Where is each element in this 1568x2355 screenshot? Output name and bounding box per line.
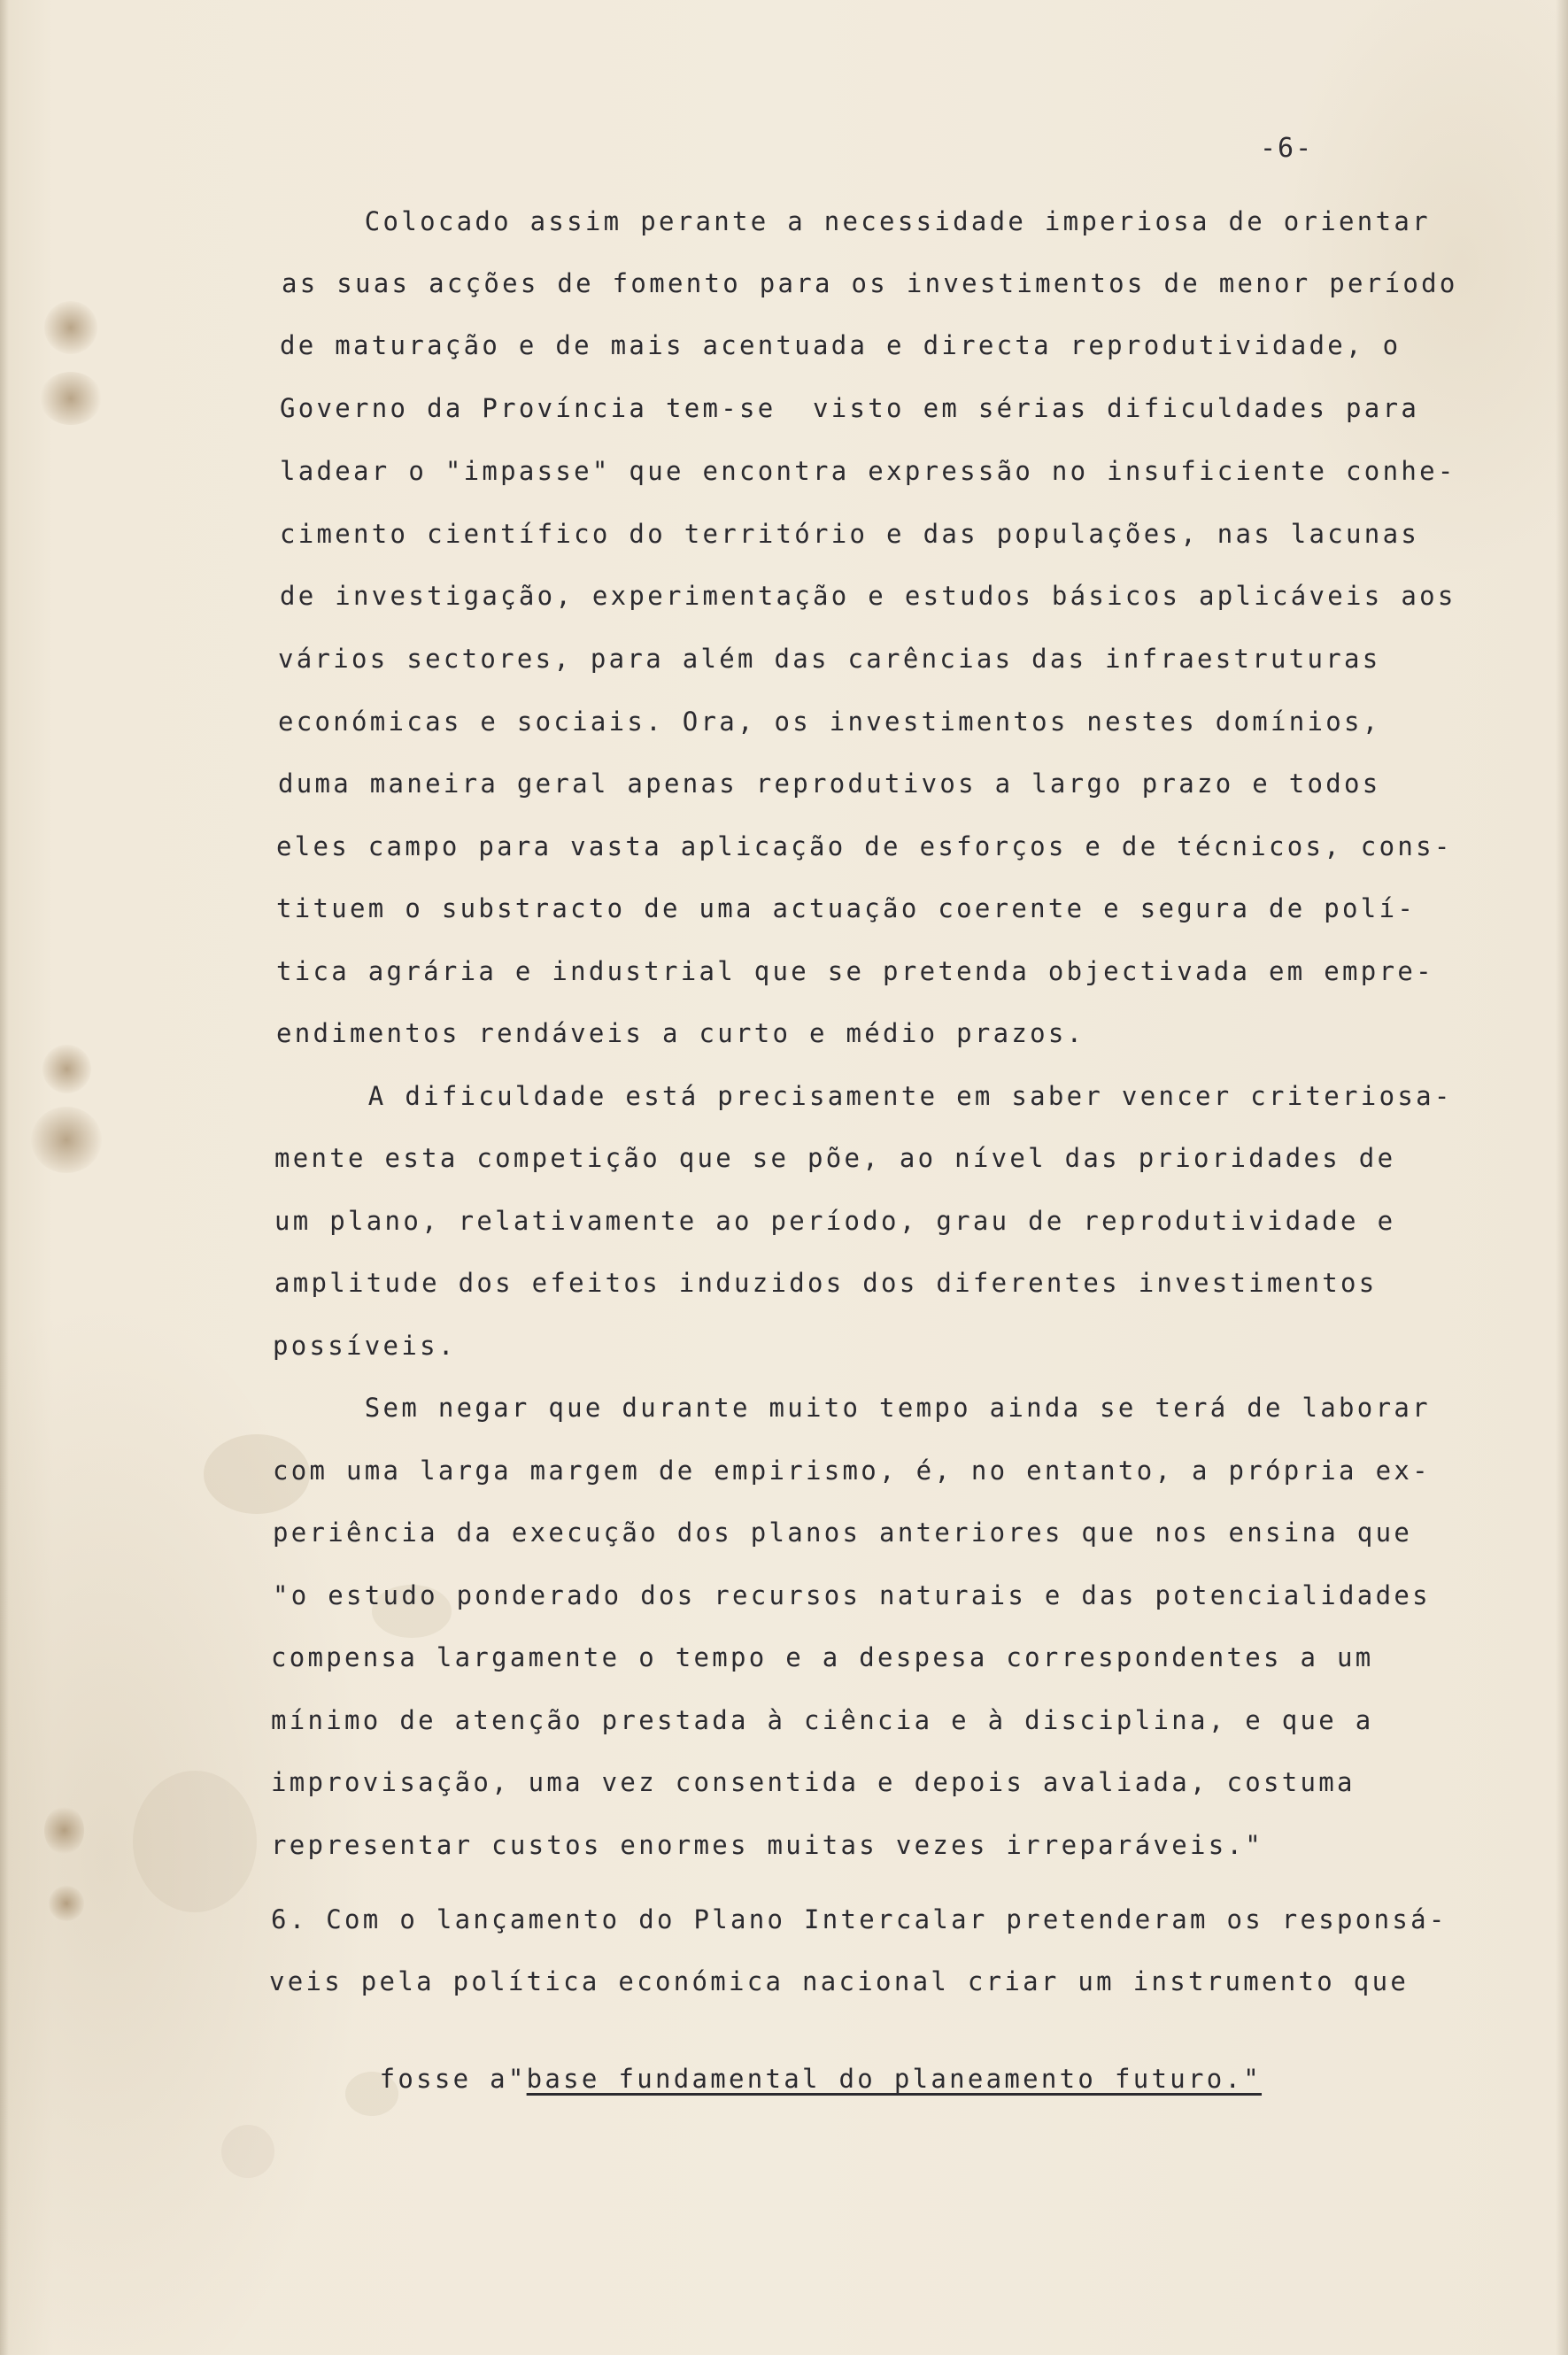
text-line: duma maneira geral apenas reprodutivos a largo prazo e todos xyxy=(278,768,1381,799)
rust-stain xyxy=(31,1107,102,1173)
text-line: mente esta competição que se põe, ao nível das prioridades de xyxy=(274,1143,1396,1173)
underlined-quote: base fundamental do planeamento futuro." xyxy=(526,2064,1263,2094)
text-line: económicas e sociais. Ora, os investimentos nestes domínios, xyxy=(278,706,1381,737)
text-line: "o estudo ponderado dos recursos naturais e das potencialidades xyxy=(273,1580,1431,1610)
text-line: vários sectores, para além das carências das infraestruturas xyxy=(278,644,1381,674)
page-left-edge xyxy=(0,0,9,2355)
text-line: ladear o "impasse" que encontra expressão no insuficiente conhe- xyxy=(280,456,1456,486)
text-line: cimento científico do território e das populações, nas lacunas xyxy=(280,519,1420,549)
foxing-spot xyxy=(221,2125,274,2178)
text-line: A dificuldade está precisamente em saber vencer criteriosa- xyxy=(276,1081,1453,1111)
text-line: Governo da Província tem-se visto em sérias dificuldades para xyxy=(280,393,1420,423)
last-line-prefix: fosse a" xyxy=(379,2064,527,2094)
text-line: improvisação, uma vez consentida e depois avaliada, costuma xyxy=(271,1767,1356,1797)
text-line: tica agrária e industrial que se pretenda objectivada em empre- xyxy=(276,956,1434,986)
text-line: compensa largamente o tempo e a despesa correspondentes a um xyxy=(271,1642,1374,1672)
rust-stain xyxy=(49,1886,84,1921)
text-line: Colocado assim perante a necessidade imperiosa de orientar xyxy=(273,206,1431,236)
rust-stain xyxy=(42,1045,91,1093)
text-line: periência da execução dos planos anteriores que nos ensina que xyxy=(273,1517,1413,1548)
text-line: 6. Com o lançamento do Plano Intercalar pretenderam os responsá- xyxy=(271,1904,1448,1934)
text-line: mínimo de atenção prestada à ciência e à disciplina, e que a xyxy=(271,1705,1374,1735)
text-line: eles campo para vasta aplicação de esforços e de técnicos, cons- xyxy=(276,831,1453,861)
rust-stain xyxy=(44,1806,84,1855)
text-line: representar custos enormes muitas vezes irreparáveis." xyxy=(271,1830,1264,1860)
text-line: um plano, relativamente ao período, grau de reprodutividade e xyxy=(274,1206,1396,1236)
rust-stain xyxy=(44,301,97,354)
text-line: amplitude dos efeitos induzidos dos diferentes investimentos xyxy=(274,1268,1378,1298)
text-line-last xyxy=(269,2026,1262,2132)
page-number: -6- xyxy=(1260,133,1314,164)
text-line: tituem o substracto de uma actuação coerente e segura de polí- xyxy=(276,893,1417,923)
text-line: com uma larga margem de empirismo, é, no entanto, a própria ex- xyxy=(273,1455,1431,1486)
text-line: as suas acções de fomento para os investimentos de menor período xyxy=(282,268,1458,298)
page-right-edge xyxy=(1556,0,1568,2355)
text-line: de maturação e de mais acentuada e directa reprodutividade, o xyxy=(280,330,1402,360)
text-line: de investigação, experimentação e estudos básicos aplicáveis aos xyxy=(280,581,1456,611)
text-line: endimentos rendáveis a curto e médio prazos. xyxy=(276,1018,1085,1048)
text-line: Sem negar que durante muito tempo ainda se terá de laborar xyxy=(273,1393,1431,1423)
text-line: veis pela política económica nacional criar um instrumento que xyxy=(269,1966,1410,1996)
foxing-spot xyxy=(133,1771,257,1912)
text-line: possíveis. xyxy=(273,1331,457,1361)
rust-stain xyxy=(40,372,102,425)
